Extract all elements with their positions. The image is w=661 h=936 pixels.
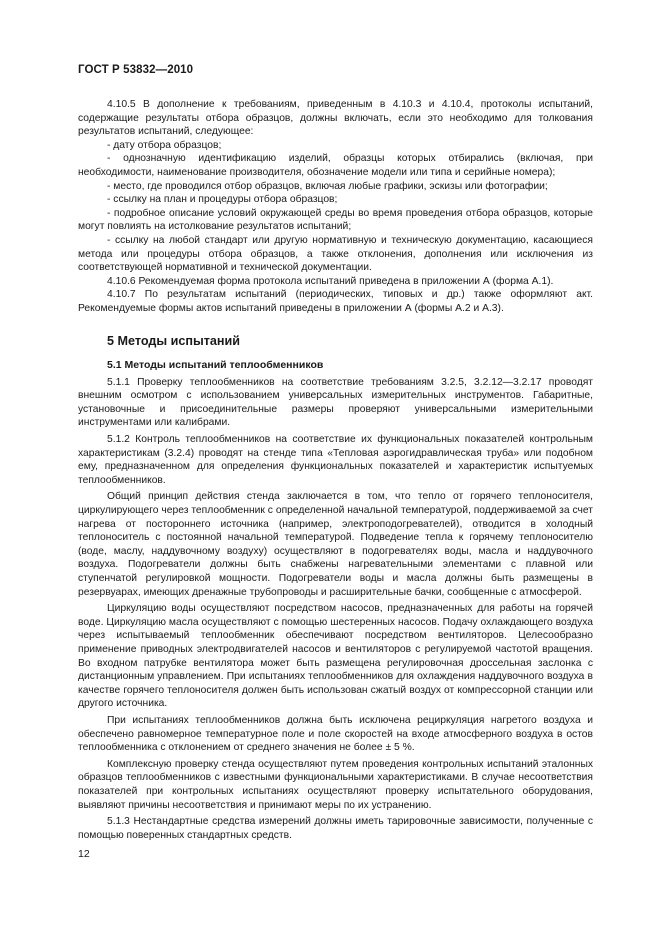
paragraph-complex-check: Комплексную проверку стенда осуществляют путем проведения контрольных испытаний эталонных образцов теплообменников с известными функциональными характеристиками. В случае несоответствия показателей при контрольных испытаниях осуществляют проверку испытательного оборудования, выявляют причины несоответствия и принимают меры по их устранению. <box>78 758 593 811</box>
paragraph-principle: Общий принцип действия стенда заключается в том, что тепло от горячего теплоносителя, циркулирующего через теплообменник с определенной начальной температурой, поддерживаемой за счет нагрева от постороннего источника (например, электроподогревателей), отводится в холодный теплоноситель с постоянной начальной температурой. Подведение тепла к горячему теплоносителю (воде, маслу, наддувочному воздуху) осуществляют в подогревателях воды, масла и наддувочного воздуха. Подогреватели должны быть снабжены нагревательными элементами с плавной или ступенчатой регулировкой мощности. Подогреватели воды и масла должны быть размещены в резервуарах, имеющих дренажные трубопроводы и расширительные бачки, сообщенные с атмосферой. <box>78 491 593 598</box>
list-item: - ссылку на план и процедуры отбора образцов; <box>107 194 338 206</box>
paragraph-circulation: Циркуляцию воды осуществляют посредством насосов, предназначенных для работы на горячей воде. Циркуляцию масла осуществляют с помощью шестеренных насосов. Подачу охлаждающего воздуха через испытываемый теплообменник обеспечивают посредством вентиляторов. Целесообразно применение приводных электродвигателей насосов и вентиляторов с регулируемой частотой вращения. Во входном патрубке вентилятора может быть размещена регулировочная дроссельная заслонка с дистанционным управлением. При испытаниях теплообменников для охлаждения наддувочного воздуха в качестве горячего теплоносителя должен быть использован сжатый воздух от компрессорной станции или другого источника. <box>78 603 593 710</box>
page-number: 12 <box>78 848 90 860</box>
list-item: - ссылку на любой стандарт или другую нормативную и техническую документацию, касающиеся метода или процедуры отбора образцов, а также отклонения, дополнения или исключения из соответствующей нормативной и технической документации. <box>78 234 593 274</box>
paragraph-5-1-1: 5.1.1 Проверку теплообменников на соответствие требованиям 3.2.5, 3.2.12—3.2.17 проводят внешним осмотром с использованием универсальных измерительных инструментов. Габаритные, установочные и присоединительные размеры проверяют универсальными измерительными инструментами или калибрами. <box>78 376 593 429</box>
paragraph-5-1-3: 5.1.3 Нестандартные средства измерений должны иметь тарировочные зависимости, полученные с помощью поверенных стандартных средств. <box>78 816 593 841</box>
subsection-title: 5.1 Методы испытаний теплообменников <box>107 359 324 372</box>
list-item: - место, где проводился отбор образцов, включая любые графики, эскизы или фотографии; <box>107 180 548 192</box>
section-title: 5 Методы испытаний <box>107 333 240 348</box>
paragraph-5-1-2: 5.1.2 Контроль теплообменников на соответствие их функциональных показателей контрольным характеристикам (3.2.4) проводят на стенде типа «Тепловая аэрогидравлическая труба» или подобном ему, предназначенном для определения функциональных показателей и характеристик испытуемых теплообменников. <box>78 434 593 486</box>
paragraph-4-10-5: 4.10.5 В дополнение к требованиям, приведенным в 4.10.3 и 4.10.4, протоколы испытаний, содержащие результаты отбора образцов, должны включать, если это необходимо для толкования результатов испытаний, следующее: <box>78 99 593 138</box>
list-item: - дату отбора образцов; <box>107 139 222 151</box>
page-body <box>78 98 593 842</box>
paragraph-recirculation: При испытаниях теплообменников должна быть исключена рециркуляция нагретого воздуха и обеспечено равномерное температурное поле и поле скоростей на входе атмосферного воздуха в остов теплообменника с отклонением от среднего значения не более ± 5 %. <box>78 714 593 754</box>
paragraph-4-10-6: 4.10.6 Рекомендуемая форма протокола испытаний приведена в приложении А (форма А.1). <box>107 275 554 287</box>
list-item: - однозначную идентификацию изделий, образцы которых отбирались (включая, при необходимости, наименование производителя, обозначение модели или типа и серийные номера); <box>78 153 593 178</box>
document-header: ГОСТ Р 53832—2010 <box>78 64 194 76</box>
paragraph-4-10-7: 4.10.7 По результатам испытаний (периодических, типовых и др.) также оформляют акт. Рекомендуемые формы актов испытаний приведены в приложении А (формы А.2 и А.3). <box>78 289 593 314</box>
list-item: - подробное описание условий окружающей среды во время проведения отбора образцов, которые могут повлиять на истолкование результатов испытаний; <box>78 207 593 233</box>
